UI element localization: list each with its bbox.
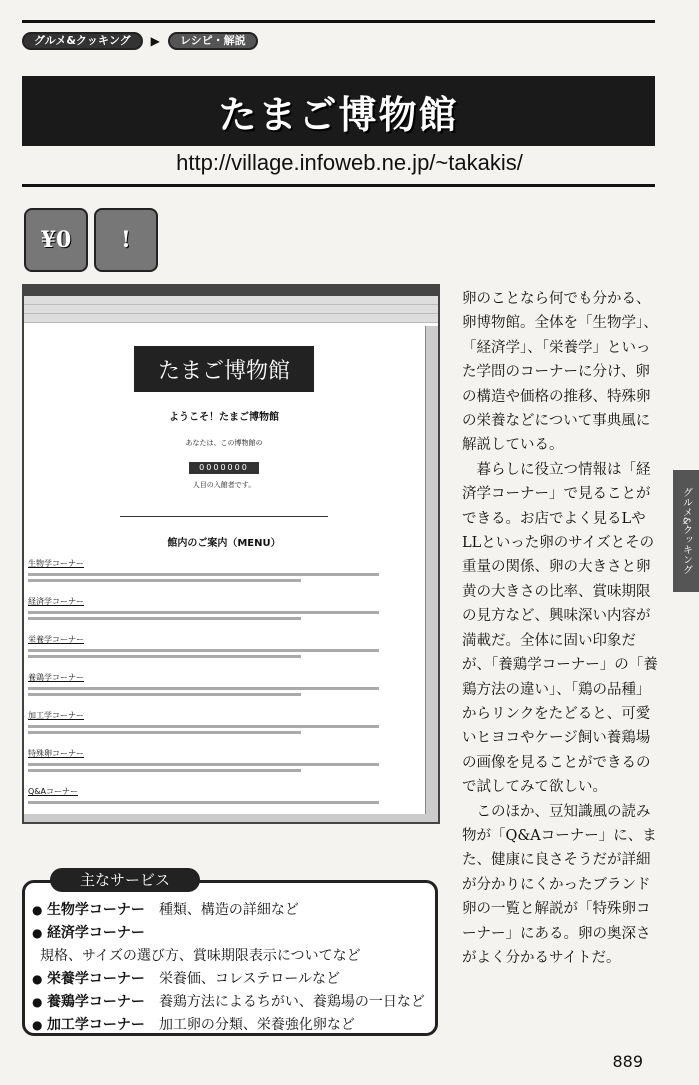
free-price-icon: ¥0 bbox=[24, 208, 88, 272]
welcome-text: ようこそ！たまご博物館 bbox=[169, 412, 279, 423]
visitor-suffix: 人目の入館者です。 bbox=[192, 481, 256, 489]
service-item: ● 加工学コーナー 加工卵の分類、栄養強化卵など bbox=[32, 1017, 355, 1033]
menu-item[interactable]: Q&Aコーナー bbox=[28, 786, 418, 804]
services-title: 主なサービス bbox=[50, 868, 200, 892]
menu-item[interactable]: 栄養学コーナー bbox=[28, 634, 418, 658]
browser-scrollbar[interactable] bbox=[425, 326, 438, 814]
top-rule bbox=[22, 20, 655, 23]
service-item: ● 栄養学コーナー 栄養価、コレステロールなど bbox=[32, 971, 340, 987]
menu-heading: 館内のご案内（MENU） bbox=[167, 538, 281, 549]
exclamation-icon: ! bbox=[94, 208, 158, 272]
service-item: ● 経済学コーナー bbox=[32, 925, 145, 941]
breadcrumb-sub: レシピ・解説 bbox=[168, 32, 258, 50]
title-rule bbox=[22, 184, 655, 187]
breadcrumb bbox=[22, 32, 258, 50]
website-screenshot bbox=[22, 284, 440, 824]
menu-item[interactable]: 特殊卵コーナー bbox=[28, 748, 418, 772]
browser-addressbar bbox=[24, 314, 438, 323]
article-paragraph: 暮らしに役立つ情報は「経済学コーナー」で見ることができる。お店でよく見るLやLLといった卵のサイズとその重量の関係、卵の大きさと卵黄の大きさの比率、賞味期限の見方など、興味深い内容が満載だ。全体に固い印象だが、「養鶏学コーナー」の「養鶏方法の違い」、「鶏の品種」からリンクをたどると、可愛いヒヨコやケージ飼い養鶏場の画像を見ることができるので試してみて欲しい。 bbox=[462, 461, 658, 796]
service-item-detail: 規格、サイズの選び方、賞味期限表示についてなど bbox=[40, 948, 361, 964]
browser-content bbox=[24, 326, 424, 814]
site-logo: たまご博物館 bbox=[134, 346, 314, 392]
service-item: ● 養鶏学コーナー 養鶏方法によるちがい、養鶏場の一日など bbox=[32, 994, 425, 1010]
browser-titlebar bbox=[24, 286, 438, 296]
menu-item[interactable]: 養鶏学コーナー bbox=[28, 672, 418, 696]
category-side-tab: グルメ&クッキング bbox=[673, 470, 699, 592]
site-url: http://village.infoweb.ne.jp/~takakis/ bbox=[176, 150, 523, 175]
service-item: ● 生物学コーナー 種類、構造の詳細など bbox=[32, 902, 299, 918]
visitor-counter: 0000000 bbox=[189, 462, 259, 474]
article-paragraph: 卵のことなら何でも分かる、卵博物館。全体を「生物学」、「経済学」、「栄養学」といった学問のコーナーに分け、卵の構造や価格の推移、特殊卵の栄養などについて事典風に解説している。 bbox=[462, 291, 658, 454]
browser-toolbar bbox=[24, 305, 438, 314]
article-body bbox=[462, 287, 662, 970]
visitor-intro: あなたは、この博物館の bbox=[185, 439, 263, 447]
title-banner bbox=[22, 76, 655, 146]
menu-item[interactable]: 経済学コーナー bbox=[28, 596, 418, 620]
article-paragraph: このほか、豆知識風の読み物が「Q&Aコーナー」に、また、健康に良さそうだが詳細が分かりにくかったブランド卵の一覧と解説が「特殊卵コーナー」にある。卵の奥深さがよく分かるサイトだ。 bbox=[462, 803, 657, 966]
breadcrumb-arrow-icon: ▶ bbox=[150, 34, 160, 48]
services-list bbox=[32, 899, 432, 1037]
menu-item[interactable]: 加工学コーナー bbox=[28, 710, 418, 734]
breadcrumb-category: グルメ&クッキング bbox=[22, 32, 143, 50]
browser-menubar bbox=[24, 296, 438, 305]
screenshot-rule bbox=[120, 516, 328, 517]
menu-item[interactable]: 生物学コーナー bbox=[28, 558, 418, 582]
page-number: 889 bbox=[612, 1052, 643, 1071]
browser-statusbar bbox=[24, 814, 438, 822]
page-title: たまご博物館 bbox=[218, 91, 459, 137]
